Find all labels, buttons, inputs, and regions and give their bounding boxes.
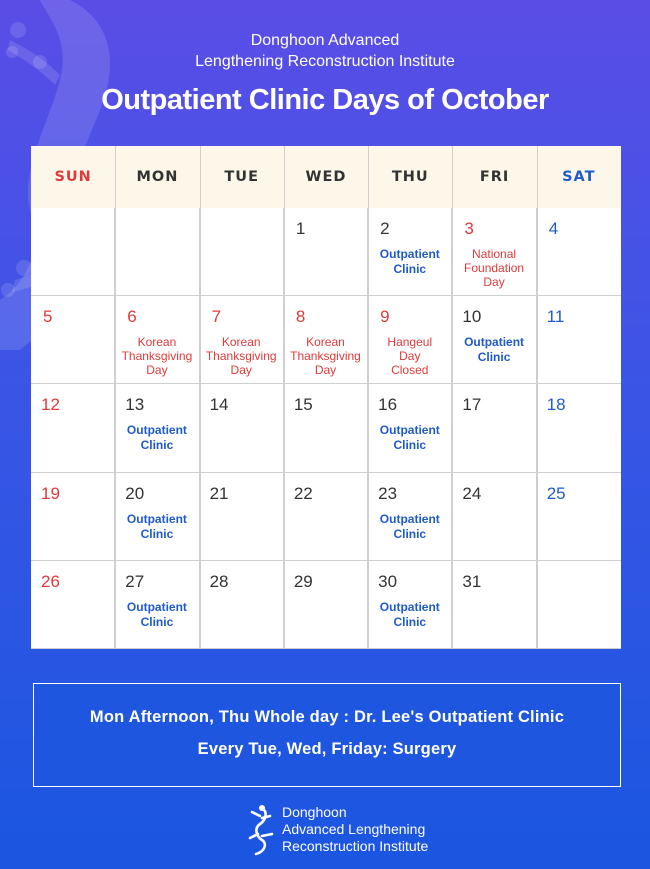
day-note-line: Clinic xyxy=(140,526,174,541)
calendar-day-cell xyxy=(537,296,621,384)
calendar-day-cell xyxy=(31,296,115,384)
day-number: 24 xyxy=(462,483,482,503)
calendar-day-cell xyxy=(452,561,536,649)
calendar-day-cell xyxy=(31,208,115,296)
day-number: 17 xyxy=(462,395,482,415)
calendar-day-cell xyxy=(368,473,452,561)
calendar-day-cell xyxy=(284,384,368,472)
day-note-line: Day xyxy=(146,363,168,378)
day-note-line: Korean xyxy=(221,335,261,350)
calendar-day-cell xyxy=(368,296,452,384)
calendar-day-cell xyxy=(537,561,621,649)
day-number: 25 xyxy=(546,483,566,503)
day-number: 5 xyxy=(43,307,53,327)
weekday-label: SUN xyxy=(54,169,92,185)
day-note-line: Clinic xyxy=(393,526,427,541)
day-note-line: Thanksgiving xyxy=(121,349,193,364)
day-number: 6 xyxy=(127,307,137,327)
day-note-line: Outpatient xyxy=(126,423,187,438)
institute-name xyxy=(0,30,650,72)
day-note-line: Day xyxy=(483,275,505,289)
calendar-day-cell xyxy=(368,208,452,296)
calendar-day-cell xyxy=(368,561,452,649)
outpatient-clinic-label xyxy=(368,600,451,630)
holiday-label xyxy=(452,247,535,289)
day-note-line: Hangeul xyxy=(387,335,433,350)
day-note-line: Outpatient xyxy=(379,247,440,261)
calendar-day-cell xyxy=(115,208,199,296)
calendar-day-cell xyxy=(115,473,199,561)
calendar-day-cell xyxy=(537,384,621,472)
calendar-day-cell xyxy=(200,473,284,561)
day-note-line: Clinic xyxy=(393,438,427,453)
weekday-header-row xyxy=(31,146,621,208)
calendar-day-cell xyxy=(452,208,536,296)
day-note-line: Outpatient xyxy=(464,335,525,350)
weekday-label: FRI xyxy=(479,169,510,185)
day-note-line: Outpatient xyxy=(379,423,440,438)
day-number: 2 xyxy=(380,219,390,238)
calendar-day-cell xyxy=(537,208,621,296)
day-number: 27 xyxy=(125,571,145,591)
holiday-label xyxy=(115,335,198,377)
day-number: 8 xyxy=(295,307,306,327)
weekday-label: MON xyxy=(136,169,179,185)
outpatient-clinic-label xyxy=(368,423,451,453)
weekday-label: THU xyxy=(391,169,429,185)
calendar-day-cell xyxy=(31,473,115,561)
info-line-clinic: Mon Afternoon, Thu Whole day : Dr. Lee's Outpatient Clinic xyxy=(89,708,565,726)
outpatient-clinic-label xyxy=(368,247,451,277)
day-note-line: Thanksgiving xyxy=(290,349,361,364)
calendar-day-cell xyxy=(537,473,621,561)
day-number: 9 xyxy=(380,307,390,327)
day-number: 14 xyxy=(209,395,229,415)
day-note-line: Day xyxy=(399,349,421,364)
day-number: 15 xyxy=(293,395,313,415)
weekday-label: TUE xyxy=(224,169,259,185)
calendar-day-cell xyxy=(284,296,368,384)
calendar xyxy=(31,146,621,649)
day-number: 7 xyxy=(211,307,222,327)
day-note-line: Closed xyxy=(391,363,429,378)
footer-line1: Donghoon xyxy=(282,804,347,820)
calendar-day-cell xyxy=(115,561,199,649)
day-note-line: Thanksgiving xyxy=(205,349,277,364)
day-note-line: Clinic xyxy=(477,350,511,365)
footer-line3: Reconstruction Institute xyxy=(282,838,429,854)
institute-name-line2: Lengthening Reconstruction Institute xyxy=(195,53,455,70)
day-note-line: National xyxy=(472,247,517,261)
day-number: 22 xyxy=(293,483,313,503)
day-number: 12 xyxy=(41,395,60,415)
weekday-label: WED xyxy=(305,169,347,185)
day-note-line: Outpatient xyxy=(126,599,187,614)
day-number: 23 xyxy=(378,483,398,503)
footer-institute-name xyxy=(282,804,428,855)
day-number: 26 xyxy=(41,571,60,591)
calendar-day-cell xyxy=(284,561,368,649)
day-note-line: Outpatient xyxy=(126,511,187,526)
calendar-day-cell xyxy=(31,384,115,472)
day-number: 4 xyxy=(548,219,559,238)
day-note-line: Day xyxy=(230,363,252,378)
calendar-day-cell xyxy=(368,384,452,472)
day-number: 1 xyxy=(295,219,306,238)
outpatient-clinic-label xyxy=(368,512,451,542)
day-number: 30 xyxy=(378,571,398,591)
holiday-label xyxy=(284,335,367,377)
institute-name-line1: Donghoon Advanced xyxy=(250,32,400,49)
holiday-label xyxy=(200,335,283,377)
day-number: 16 xyxy=(378,395,398,415)
calendar-day-cell xyxy=(452,296,536,384)
calendar-day-cell xyxy=(284,473,368,561)
day-number: 28 xyxy=(209,571,229,591)
schedule-info-box xyxy=(33,683,621,787)
day-number: 11 xyxy=(546,307,565,327)
outpatient-clinic-label xyxy=(115,512,198,542)
footer-line2: Advanced Lengthening xyxy=(282,821,426,837)
day-note-line: Outpatient xyxy=(379,599,440,614)
day-number: 18 xyxy=(546,395,566,415)
day-note-line: Day xyxy=(314,363,337,378)
gecko-icon xyxy=(244,804,278,856)
day-note-line: Outpatient xyxy=(379,511,440,526)
day-number: 19 xyxy=(41,483,60,503)
calendar-day-cell xyxy=(200,561,284,649)
day-note-line: Korean xyxy=(137,335,177,350)
day-note-line: Clinic xyxy=(140,614,174,629)
day-note-line: Foundation xyxy=(464,261,525,275)
day-number: 29 xyxy=(293,571,313,591)
day-note-line: Clinic xyxy=(393,614,427,629)
day-note-line: Clinic xyxy=(393,262,427,276)
calendar-day-cell xyxy=(284,208,368,296)
day-number: 20 xyxy=(125,483,145,503)
day-number: 3 xyxy=(464,219,474,238)
page-title: Outpatient Clinic Days of October xyxy=(101,84,549,116)
calendar-day-cell xyxy=(452,473,536,561)
calendar-day-cell xyxy=(200,384,284,472)
day-number: 31 xyxy=(462,571,482,591)
calendar-day-cell xyxy=(452,384,536,472)
calendar-day-cell xyxy=(200,296,284,384)
calendar-day-cell xyxy=(31,561,115,649)
calendar-day-cell xyxy=(200,208,284,296)
outpatient-clinic-label xyxy=(452,335,535,365)
calendar-day-cell xyxy=(115,384,199,472)
weekday-label: SAT xyxy=(562,169,596,185)
day-number: 10 xyxy=(462,307,482,327)
day-note-line: Korean xyxy=(306,335,345,350)
outpatient-clinic-label xyxy=(115,423,198,453)
footer-logo-block xyxy=(244,800,444,860)
day-number: 13 xyxy=(125,395,145,415)
outpatient-clinic-label xyxy=(115,600,198,630)
holiday-label xyxy=(368,335,451,377)
calendar-day-cell xyxy=(115,296,199,384)
info-line-surgery: Every Tue, Wed, Friday: Surgery xyxy=(197,740,457,758)
day-number: 21 xyxy=(209,483,229,503)
day-note-line: Clinic xyxy=(140,438,174,453)
